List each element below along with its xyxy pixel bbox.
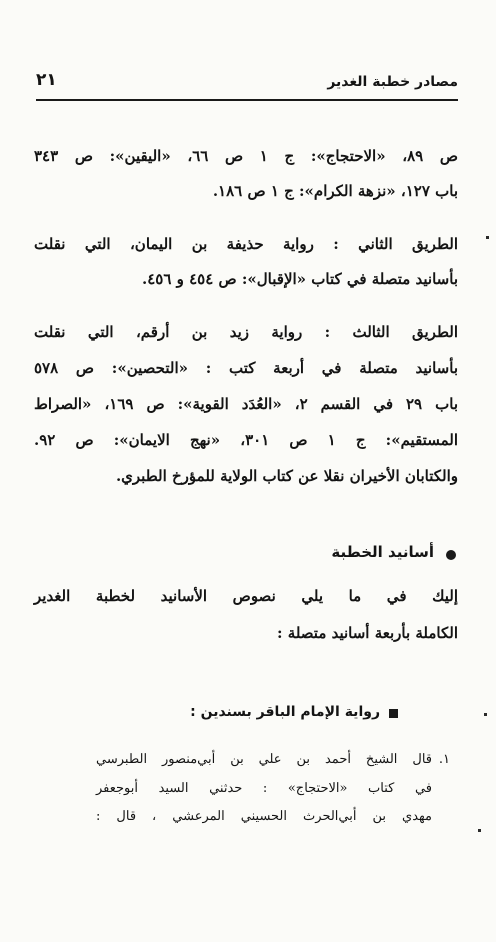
section-intro-line: الكاملة بأربعة أسانيد متصلة :	[277, 624, 458, 642]
item-line: مهدي بن أبي‌الحرث الحسيني المرعشي ، قال :	[96, 809, 432, 824]
route-two-line: الطريق الثاني : رواية حذيفة بن اليمان، التي نقلت	[34, 235, 458, 253]
route-two-line: بأسانيد متصلة في كتاب «الإقبال»: ص ٤٥٤ و ٤٥٦.	[142, 270, 458, 288]
scan-speck	[478, 829, 481, 832]
running-title: مصادر خطبة الغدير	[327, 74, 458, 90]
route-three-line: الطريق الثالث : رواية زيد بن أرقم، التي نقلت	[34, 323, 458, 341]
page-number: ٢١	[36, 70, 57, 90]
route-three-line: باب ٢٩ في القسم ٢، «العُدَد القوية»: ص ١٦٩، «الصراط	[34, 395, 458, 413]
scan-speck	[484, 713, 487, 716]
scan-speck	[486, 236, 489, 239]
route-three-line: بأسانيد متصلة في أربعة كتب : «التحصين»: ص ٥٧٨	[34, 359, 458, 377]
refs-line: باب ١٢٧، «نزهة الكرام»: ج ١ ص ١٨٦.	[212, 182, 458, 200]
page-header	[36, 68, 458, 98]
section-title: أسانيد الخطبة	[331, 543, 434, 561]
header-rule	[36, 99, 458, 101]
item-number: ١.	[438, 752, 450, 767]
item-line: قال الشيخ أحمد بن علي بن أبي‌منصور الطبرسي	[96, 752, 432, 767]
section-intro-line: إليك في ما يلي نصوص الأسانيد لخطبة الغدير	[34, 587, 458, 605]
bullet-dot-icon	[446, 550, 456, 560]
route-three-line: والكتابان الأخيران نقلا عن كتاب الولاية للمؤرخ الطبري.	[115, 467, 458, 485]
refs-line: ص ٨٩، «الاحتجاج»: ج ١ ص ٦٦، «اليقين»: ص ٣٤٣	[34, 147, 458, 165]
square-bullet-icon	[389, 709, 398, 718]
item-line: في كتاب «الاحتجاج» : حدثني السيد أبوجعفر	[96, 781, 432, 796]
route-three-line: المستقيم»: ج ١ ص ٣٠١، «نهج الايمان»: ص ٩٢.	[34, 431, 458, 449]
subsection-title: رواية الإمام الباقر بسندين :	[190, 704, 380, 720]
